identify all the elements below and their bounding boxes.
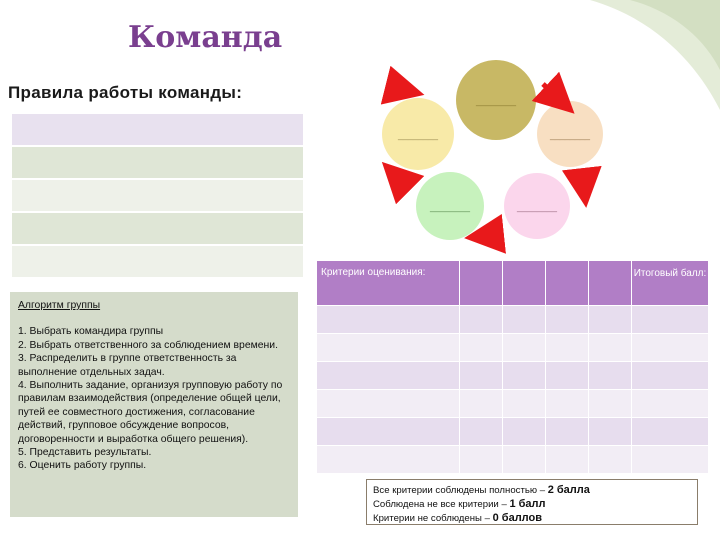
table-row bbox=[317, 390, 709, 418]
table-row bbox=[317, 446, 709, 474]
criteria-header-cell bbox=[546, 261, 589, 306]
table-cell[interactable] bbox=[11, 212, 304, 245]
table-cell[interactable] bbox=[317, 306, 460, 334]
legend-text: Критерии не соблюдены – bbox=[373, 512, 493, 524]
algorithm-step: 3. Распределить в группе ответственность за выполнение отдельных задач. bbox=[18, 353, 237, 378]
table-cell[interactable] bbox=[503, 446, 546, 474]
table-cell[interactable] bbox=[503, 418, 546, 446]
criteria-header-cell: Итоговый балл: bbox=[632, 261, 709, 306]
table-cell[interactable] bbox=[11, 179, 304, 212]
cycle-arrow bbox=[393, 87, 405, 90]
table-cell[interactable] bbox=[460, 418, 503, 446]
cycle-arrow bbox=[543, 84, 560, 100]
algorithm-step: 2. Выбрать ответственного за соблюдением времени. bbox=[18, 339, 278, 351]
algorithm-step: 1. Выбрать командира группы bbox=[18, 326, 164, 338]
legend-text: Все критерии соблюдены полностью – bbox=[373, 485, 548, 496]
team-rules-table bbox=[10, 112, 305, 279]
legend-line bbox=[373, 498, 691, 512]
criteria-header-row bbox=[317, 261, 709, 306]
table-cell[interactable] bbox=[589, 306, 632, 334]
algorithm-title: Алгоритм группы bbox=[18, 300, 101, 311]
cycle-node-label: ________ bbox=[516, 202, 558, 212]
cycle-node-right bbox=[537, 101, 603, 167]
table-cell[interactable] bbox=[632, 334, 709, 362]
table-row bbox=[317, 334, 709, 362]
table-row bbox=[11, 179, 304, 212]
table-cell[interactable] bbox=[546, 390, 589, 418]
criteria-header-cell bbox=[460, 261, 503, 306]
table-cell[interactable] bbox=[589, 418, 632, 446]
cycle-node-bottom-right bbox=[504, 173, 570, 239]
table-cell[interactable] bbox=[589, 390, 632, 418]
table-cell[interactable] bbox=[503, 334, 546, 362]
table-cell[interactable] bbox=[632, 418, 709, 446]
table-cell[interactable] bbox=[632, 362, 709, 390]
legend-score: 2 балла bbox=[547, 484, 590, 496]
algorithm-step: 4. Выполнить задание, организуя групповую работу по правилам взаимодействия (определение общей цели, путей ее совместного достижения, согласование действий, групповое обсуждение вопросов, договоренности и выработка общего решения). bbox=[18, 380, 283, 445]
legend-line bbox=[373, 484, 691, 498]
table-row bbox=[11, 146, 304, 179]
table-cell[interactable] bbox=[589, 334, 632, 362]
table-cell[interactable] bbox=[460, 334, 503, 362]
table-cell[interactable] bbox=[317, 334, 460, 362]
table-row bbox=[11, 245, 304, 278]
cycle-node-left bbox=[382, 98, 454, 170]
table-cell[interactable] bbox=[11, 245, 304, 278]
cycle-node-top bbox=[456, 60, 536, 140]
table-row bbox=[317, 418, 709, 446]
algorithm-step: 5. Представить результаты. bbox=[18, 447, 152, 459]
table-cell[interactable] bbox=[546, 306, 589, 334]
table-cell[interactable] bbox=[460, 446, 503, 474]
table-row bbox=[317, 306, 709, 334]
scoring-legend bbox=[366, 479, 698, 525]
table-cell[interactable] bbox=[317, 446, 460, 474]
cycle-node-bottom-left bbox=[416, 172, 484, 240]
criteria-header-cell: Критерии оценивания: bbox=[317, 261, 460, 306]
table-cell[interactable] bbox=[589, 362, 632, 390]
table-row bbox=[317, 362, 709, 390]
cycle-node-label: ________ bbox=[429, 202, 471, 212]
table-cell[interactable] bbox=[11, 113, 304, 146]
legend-score: 0 баллов bbox=[492, 511, 543, 524]
table-row bbox=[11, 113, 304, 146]
table-cell[interactable] bbox=[460, 362, 503, 390]
table-cell[interactable] bbox=[546, 334, 589, 362]
table-cell[interactable] bbox=[589, 446, 632, 474]
table-cell[interactable] bbox=[317, 362, 460, 390]
cycle-arrow bbox=[396, 176, 410, 190]
team-cycle-diagram bbox=[360, 50, 690, 250]
table-cell[interactable] bbox=[11, 146, 304, 179]
table-cell[interactable] bbox=[460, 306, 503, 334]
criteria-table bbox=[316, 260, 709, 474]
cycle-node-label: ________ bbox=[549, 130, 591, 140]
legend-line bbox=[373, 512, 691, 526]
table-cell[interactable] bbox=[632, 446, 709, 474]
legend-score: 1 балл bbox=[509, 497, 546, 510]
table-cell[interactable] bbox=[503, 362, 546, 390]
cycle-arrow bbox=[582, 170, 584, 188]
table-cell[interactable] bbox=[632, 390, 709, 418]
table-cell[interactable] bbox=[460, 390, 503, 418]
criteria-header-cell bbox=[589, 261, 632, 306]
table-cell[interactable] bbox=[632, 306, 709, 334]
legend-text: Соблюдена не все критерии – bbox=[373, 498, 510, 510]
table-row bbox=[11, 212, 304, 245]
cycle-arrow bbox=[484, 234, 503, 236]
cycle-node-label: ________ bbox=[475, 96, 517, 106]
table-cell[interactable] bbox=[317, 418, 460, 446]
algorithm-step: 6. Оценить работу группы. bbox=[18, 460, 147, 472]
slide-title: Команда bbox=[128, 20, 283, 55]
table-cell[interactable] bbox=[546, 418, 589, 446]
cycle-node-label: ________ bbox=[397, 130, 439, 140]
slide-subtitle: Правила работы команды: bbox=[8, 83, 243, 102]
table-cell[interactable] bbox=[317, 390, 460, 418]
table-cell[interactable] bbox=[546, 362, 589, 390]
criteria-header-cell bbox=[503, 261, 546, 306]
algorithm-box bbox=[10, 292, 298, 517]
table-cell[interactable] bbox=[503, 390, 546, 418]
table-cell[interactable] bbox=[503, 306, 546, 334]
table-cell[interactable] bbox=[546, 446, 589, 474]
